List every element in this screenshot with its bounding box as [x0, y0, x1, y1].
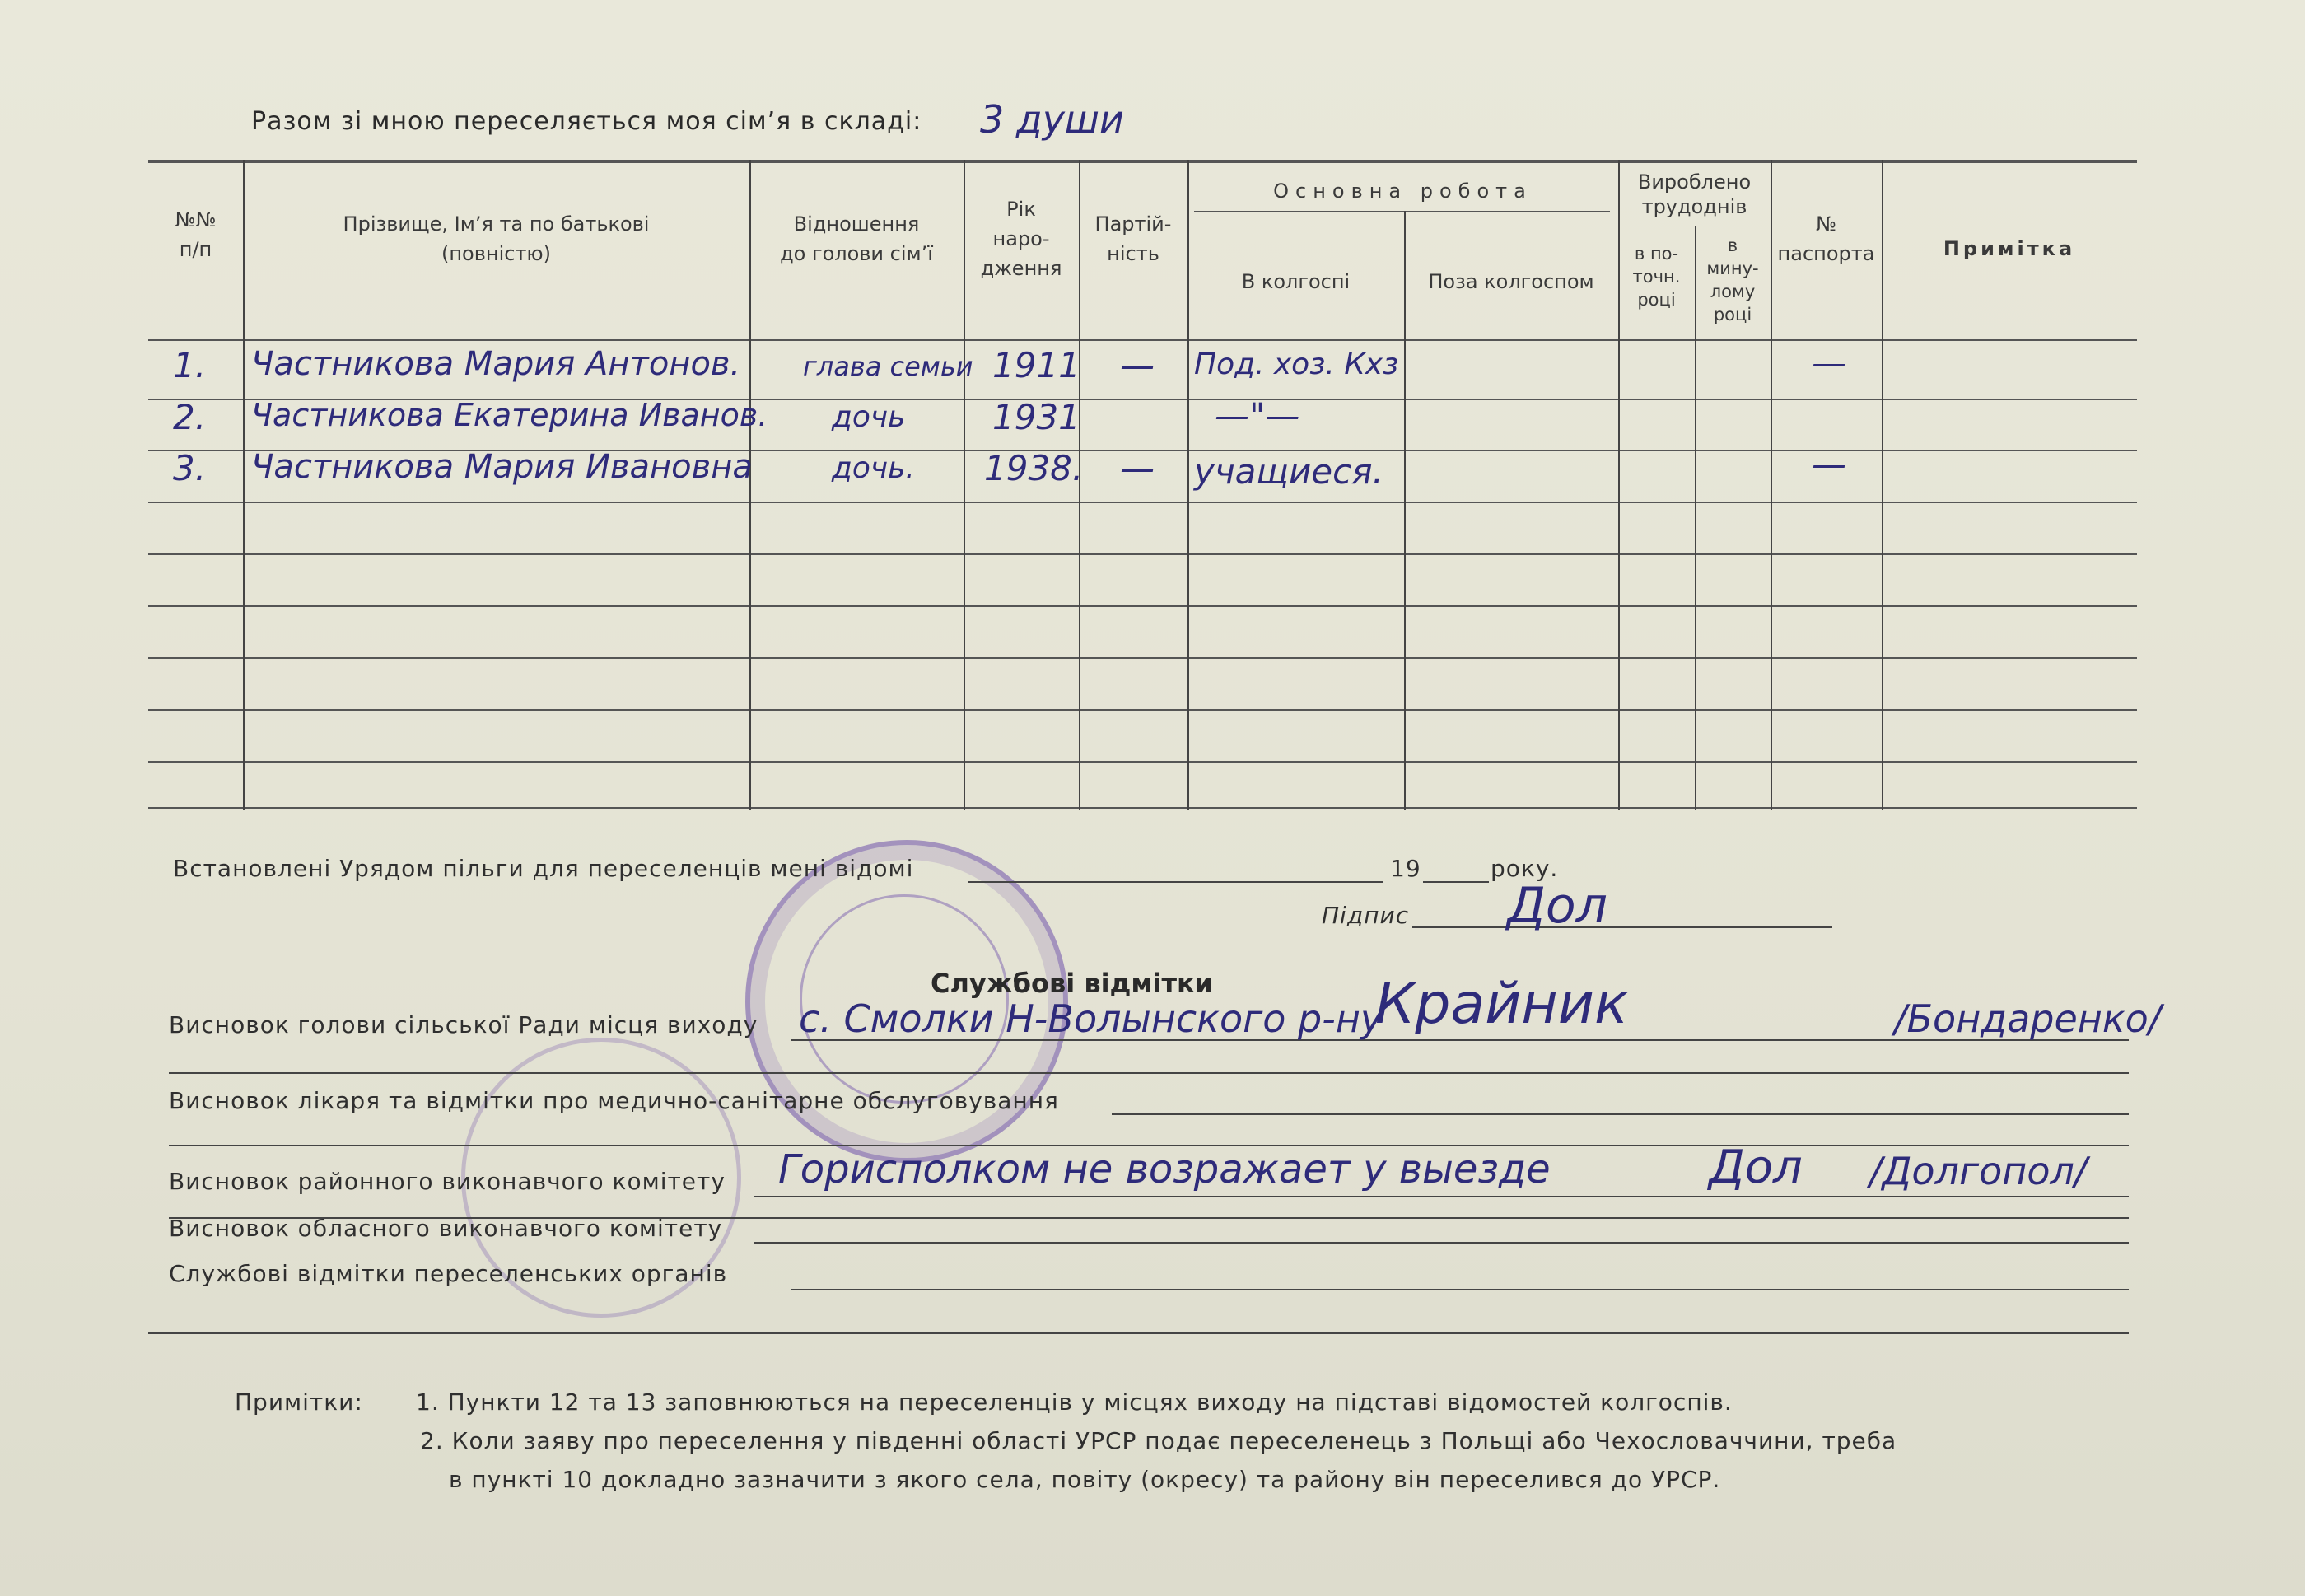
- row-1-passport: —: [1812, 343, 1846, 383]
- year-line: [1423, 881, 1489, 883]
- row-2-year: 1931: [992, 397, 1080, 437]
- village-line-2: [169, 1072, 2129, 1074]
- col-header-name: Прізвище, Ім’я та по батькові (повністю): [343, 212, 650, 265]
- family-label: Разом зі мною переселяється моя сім’я в складі:: [251, 107, 922, 136]
- doctor-label: Висновок лікаря та відмітки про медично-санітарне обслуговування: [169, 1087, 1059, 1114]
- district-label: Висновок районного виконавчого комітету: [169, 1168, 726, 1195]
- col-header-num: №№ п/п: [175, 208, 217, 261]
- row-line: [148, 761, 2137, 763]
- row-3-work: учащиеся.: [1194, 451, 1383, 492]
- col-header-current-year: в по- точн. році: [1632, 244, 1681, 310]
- village-name: /Бондаренко/: [1894, 996, 2162, 1041]
- col-line: [1404, 211, 1406, 810]
- district-name: /Долгопол/: [1869, 1149, 2088, 1193]
- oblast-label: Висновок обласного виконавчого комітету: [169, 1215, 723, 1242]
- col-header-note: Примітка: [1943, 237, 2076, 260]
- note-2b: в пункті 10 докладно зазначити з якого села, повіту (окресу) та району він переселився до УРСР.: [449, 1466, 1721, 1493]
- row-3-name: Частникова Мария Ивановна: [251, 448, 753, 486]
- col-line: [1187, 160, 1189, 810]
- family-value: 3 души: [980, 97, 1124, 142]
- village-value: с. Смолки Н-Волынского р-ну: [799, 996, 1383, 1041]
- row-1-num: 1.: [173, 345, 207, 385]
- row-line: [148, 807, 2137, 809]
- note-2a: 2. Коли заяву про переселення у південні області УРСР подає переселенець з Польщі або Чехословаччини, треба: [420, 1427, 1897, 1454]
- year-suffix: року.: [1491, 855, 1559, 882]
- resettle-line: [791, 1289, 2129, 1290]
- row-1-year: 1911: [992, 345, 1080, 385]
- col-header-last-year: в мину- лому році: [1706, 236, 1759, 324]
- official-title: Службові відмітки: [931, 968, 1214, 999]
- oblast-line: [754, 1242, 2129, 1244]
- sign-label: Підпис: [1322, 902, 1410, 929]
- row-1-relation: глава семьи: [803, 351, 973, 382]
- benefits-line: [968, 881, 1383, 883]
- row-line: [148, 605, 2137, 607]
- row-1-work: Под. хоз. Кхз: [1194, 348, 1399, 381]
- row-line: [148, 657, 2137, 659]
- row-3-num: 3.: [173, 448, 207, 488]
- village-sign: Крайник: [1375, 972, 1629, 1037]
- col-header-relation: Відношення до голови сім’ї: [780, 212, 933, 265]
- row-3-party: —: [1120, 448, 1155, 488]
- col-header-workdays: Вироблено трудоднів: [1637, 170, 1752, 218]
- row-2-relation: дочь: [832, 400, 906, 434]
- col-header-year: Рік наро- дження: [980, 198, 1062, 280]
- row-line: [148, 502, 2137, 503]
- resettle-label: Службові відмітки переселенських органів: [169, 1260, 728, 1287]
- row-1-party: —: [1120, 345, 1155, 385]
- row-2-name: Частникова Екатерина Иванов.: [251, 397, 768, 433]
- district-line: [754, 1196, 2129, 1197]
- row-2-num: 2.: [173, 397, 207, 437]
- family-table: [148, 160, 2137, 810]
- main-work-divider: [1194, 211, 1610, 212]
- row-line: [148, 709, 2137, 711]
- row-3-year: 1938.: [984, 448, 1084, 488]
- row-1-name: Частникова Мария Антонов.: [251, 345, 741, 383]
- note-1: 1. Пункти 12 та 13 заповнюються на переселенців у місцях виходу на підставі відомостей колгоспів.: [416, 1388, 1733, 1416]
- district-value: Горисполком не возражает у выезде: [778, 1146, 1551, 1192]
- col-header-in-kolhosp: В колгоспі: [1241, 270, 1351, 293]
- col-header-party: Партій- ність: [1094, 212, 1172, 265]
- col-header-outside: Поза колгоспом: [1428, 270, 1594, 293]
- village-label: Висновок голови сільської Ради місця виходу: [169, 1011, 758, 1038]
- resettle-line-2: [148, 1332, 2129, 1334]
- row-3-relation: дочь.: [832, 451, 915, 485]
- table-header-border: [148, 339, 2137, 341]
- doctor-line: [1112, 1113, 2129, 1115]
- row-3-passport: —: [1812, 444, 1846, 484]
- sign-line: [1412, 926, 1832, 928]
- col-header-main-work: Основна робота: [1273, 180, 1533, 203]
- sign-value: Дол: [1507, 877, 1607, 935]
- row-2-work: —"—: [1215, 395, 1300, 436]
- district-sign: Дол: [1709, 1141, 1803, 1194]
- year-prefix: 19: [1390, 855, 1421, 882]
- benefits-label: Встановлені Урядом пільги для переселенців мені відомі: [173, 855, 914, 882]
- col-header-passport: № паспорта: [1777, 212, 1875, 265]
- row-line: [148, 553, 2137, 555]
- notes-prefix: Примітки:: [235, 1388, 363, 1416]
- table-top-border: [148, 160, 2137, 163]
